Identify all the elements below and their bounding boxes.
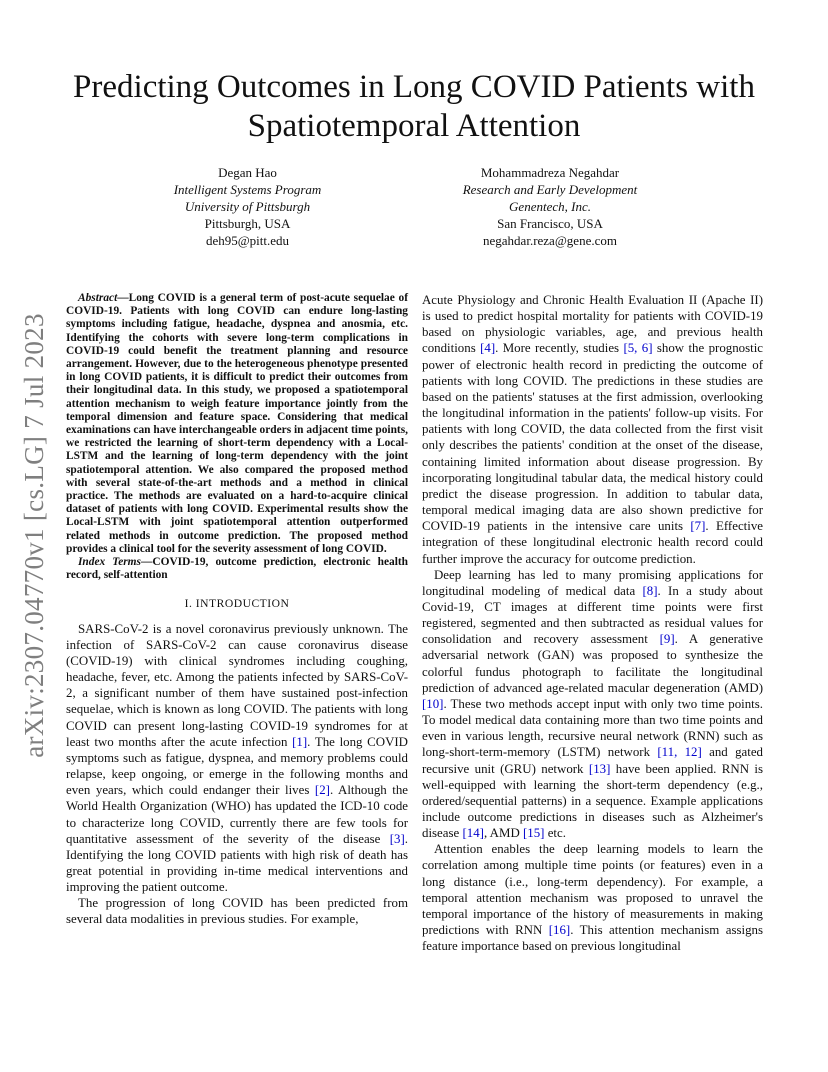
- citation-link[interactable]: [2]: [314, 783, 330, 798]
- text-run: . A generative adversarial network (GAN) was proposed to synthesize the colorful fundus photograph to facilitate the longitudinal prediction of advanced age-related macular degeneration (AMD): [422, 632, 763, 695]
- text-run: . In a study about Covid-19, CT images at different time points were first registered, segmented and then subtracted as residual values for consolidation and recovery assessment: [422, 583, 763, 647]
- citation-link[interactable]: [11, 12]: [657, 745, 702, 760]
- text-run: . These two methods accept input with only two time points. To model medical data containing more than two time points and even in various length, recursive neural network (RNN) such as long-short-term-memory (LSTM) network: [422, 696, 763, 760]
- intro-paragraph-4: [422, 841, 763, 954]
- abstract-text: —Long COVID is a general term of post-acute sequelae of COVID-19. Patients with long COVID can endure long-lasting symptoms including fatigue, headache, dyspnea and anosmia, etc. Identifying the cohorts with severe long-term complications in COVID-19 could benefit the treatment planning and resource arrangement. However, due to the heterogeneous phenotype presented in long COVID patients, it is difficult to predict their outcomes from their longitudinal data. In this study, we proposed a spatiotemporal attention mechanism to weigh feature importance jointly from the temporal dimension and feature space. Considering that medical examinations can have interchangeable orders in adjacent time points, we restricted the learning of short-term dependency with a Local-LSTM and the learning of long-term dependency with the joint spatiotemporal attention. We also compared the proposed method with several state-of-the-art methods and a method in clinical practice. The methods are evaluated on a hard-to-acquire clinical dataset of patients with long COVID. Experimental results show the Local-LSTM with joint spatiotemporal attention outperformed related methods in outcome prediction. The proposed method provides a clinical tool for the severity assessment of long COVID.: [66, 292, 408, 555]
- text-run: show the prognostic power of electronic health record in predicting the outcome of patients with long COVID. The predictions in these studies are based on the patients' statuses at the first admission, overlooking the longitudinal information in the patients' follow-up visits. For patients with long COVID, the data collected from the first visit only describes the patients' condition at the onset of the disease, containing limited information about disease progression. By incorporating longitudinal tabular data, the medical history could predict the disease progression. In addition to tabular data, temporal medical imaging data are also shown predictive for COVID-19 patients in the intensive care units: [422, 341, 764, 534]
- text-run: . This attention mechanism assigns feature importance based on previous longitudinal: [422, 923, 763, 954]
- citation-link[interactable]: [14]: [462, 826, 484, 841]
- text-run: . Although the World Health Organization (WHO) has updated the ICD-10 code to characterize long COVID, currently there are few tools for quantitative assessment of the severity of the disease: [66, 783, 408, 846]
- intro-paragraph-2: The progression of long COVID has been predicted from several data modalities in previous studies. For example,: [66, 896, 408, 927]
- author-affiliation: University of Pittsburgh: [184, 199, 311, 214]
- text-run: and gated recursive unit (GRU) network: [422, 745, 763, 776]
- text-run: have been applied. RNN is well-equipped with learning the short-term dependency (e.g., ordered/sequential patterns) in a sequence. Example applications include outcome predictions in diseases such as Alzheimer's disease: [422, 761, 763, 841]
- arxiv-identifier-text: arXiv:2307.04770v1 [cs.LG] 7 Jul 2023: [18, 312, 49, 758]
- right-column: [422, 292, 763, 954]
- intro-paragraph-2-continued: [422, 292, 763, 567]
- citation-link[interactable]: [1]: [292, 734, 308, 749]
- author-email[interactable]: deh95@pitt.edu: [205, 233, 290, 248]
- citation-link[interactable]: [7]: [690, 519, 706, 534]
- citation-link[interactable]: [8]: [642, 583, 658, 598]
- text-run: SARS-CoV-2 is a novel coronavirus previously unknown. The infection of SARS-CoV-2 can cause coronavirus disease (COVID-19) with clinical syndromes including coughing, headache, fever, etc. Among the patients infected by SARS-CoV-2, a significant number of them have sustained post-infection sequelae, which is known as long COVID. The patients with long COVID can present long-lasting COVID-19 syndromes for at least two months after the acute infection: [66, 621, 408, 749]
- citation-link[interactable]: [4]: [480, 341, 496, 356]
- text-run: etc.: [544, 826, 566, 841]
- index-terms: [66, 556, 408, 582]
- citation-link[interactable]: [16]: [548, 923, 571, 938]
- paper-title: Predicting Outcomes in Long COVID Patients with Spatiotemporal Attention: [73, 69, 755, 144]
- text-run: Attention enables the deep learning models to learn the correlation among multiple time points (or features) even in a long distance (i.e., long-term dependency). For example, a temporal attention mechanism was proposed to unravel the temporal importance of the history of measurements in making predictions with RNN: [422, 842, 763, 938]
- citation-link[interactable]: [10]: [422, 696, 444, 711]
- section-heading-introduction: I. INTRODUCTION: [184, 597, 290, 611]
- index-terms-text: —COVID-19, outcome prediction, electronic health record, self-attention: [66, 556, 408, 582]
- author-email[interactable]: negahdar.reza@gene.com: [483, 233, 617, 248]
- intro-paragraph-3: [422, 567, 763, 842]
- text-run: . More recently, studies: [495, 341, 624, 356]
- author-affiliation: Intelligent Systems Program: [173, 182, 322, 197]
- arxiv-identifier: [14, 300, 54, 770]
- citation-link[interactable]: [3]: [389, 831, 405, 846]
- author-name: Mohammadreza Negahdar: [480, 165, 620, 180]
- index-terms-lead: Index Terms: [78, 556, 141, 569]
- text-run: . The long COVID symptoms such as fatigue, dyspnea, and memory problems could relapse, keep ongoing, or emerge in the following months and even years, which could endanger their lives: [66, 734, 408, 798]
- text-run: Acute Physiology and Chronic Health Evaluation II (Apache II) is used to predict hospital mortality for patients with COVID-19 based on physiologic variables, age, and previous health conditions: [422, 293, 763, 356]
- author-name: Degan Hao: [218, 165, 277, 180]
- text-run: , AMD: [483, 826, 523, 841]
- author-affiliation: Genentech, Inc.: [509, 199, 591, 214]
- author-location: Pittsburgh, USA: [204, 216, 291, 231]
- author-affiliation: Research and Early Development: [462, 182, 638, 197]
- abstract-lead: Abstract: [78, 292, 118, 304]
- citation-link[interactable]: [5, 6]: [623, 341, 653, 356]
- author-block-1: [150, 164, 345, 249]
- author-block-2: [430, 164, 670, 249]
- text-run: . Identifying the long COVID patients with high risk of death has great potential in providing in-time medical interventions and improving the patient outcome.: [66, 831, 408, 895]
- citation-link[interactable]: [15]: [522, 826, 545, 841]
- abstract: [66, 292, 408, 556]
- text-run: . Effective integration of these longitudinal electronic health record could further improve the accuracy for outcome prediction.: [422, 519, 763, 566]
- text-run: Deep learning has led to many promising applications for longitudinal modeling of medical data: [422, 567, 763, 598]
- author-location: San Francisco, USA: [497, 216, 603, 231]
- intro-paragraph-1: [66, 621, 408, 896]
- citation-link[interactable]: [13]: [588, 761, 611, 776]
- left-column: [66, 292, 408, 928]
- citation-link[interactable]: [9]: [659, 632, 675, 647]
